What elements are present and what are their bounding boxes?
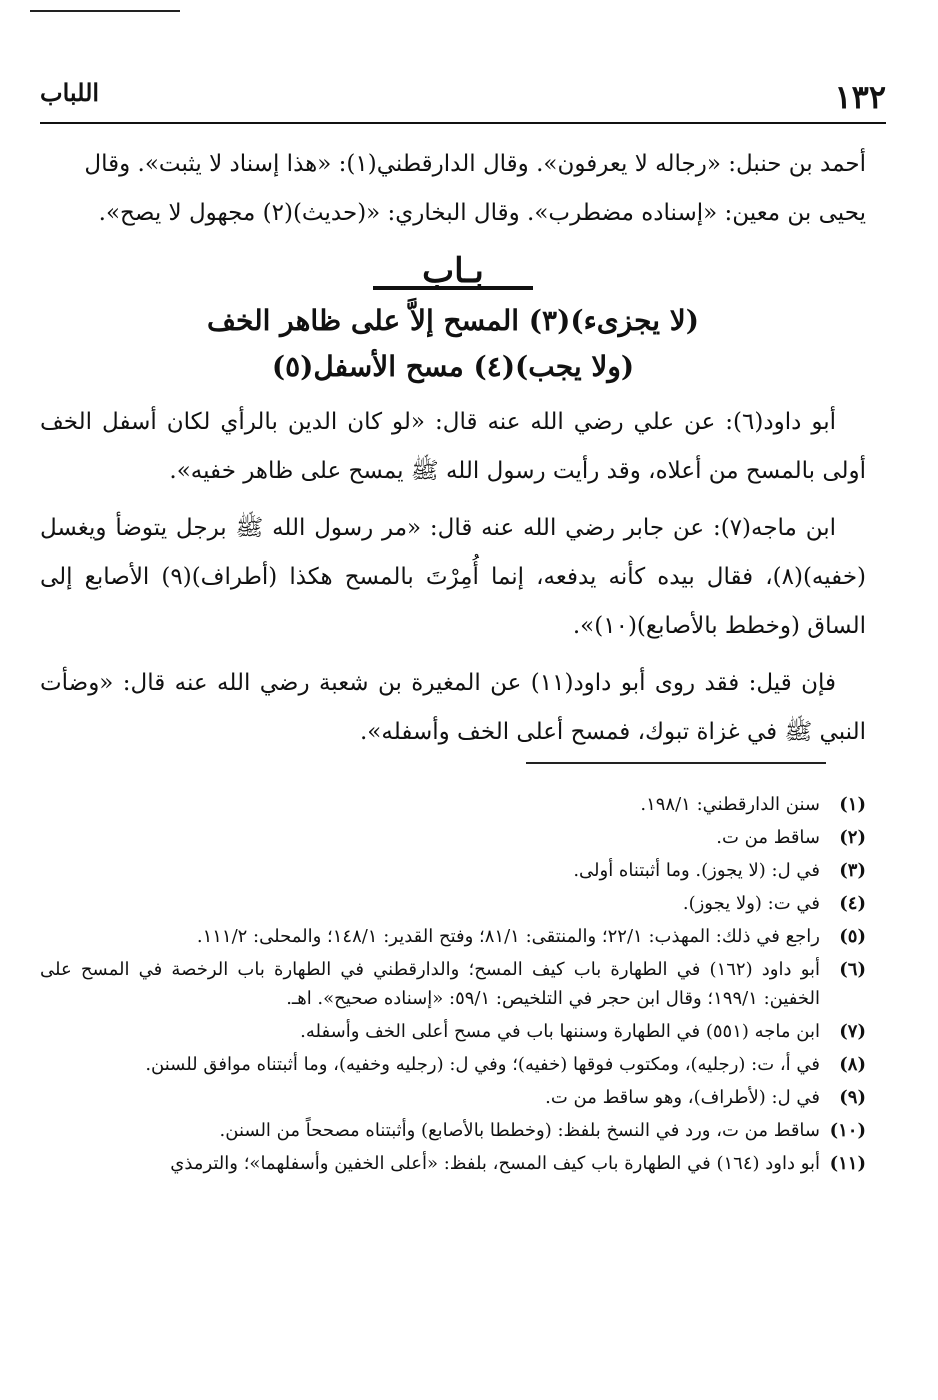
main-text — [40, 140, 866, 757]
section-heading — [40, 248, 866, 390]
intro-line-1: أحمد بن حنبل: «رجاله لا يعرفون». وقال الدارقطني(١): «هذا إسناد لا يثبت». وقال — [84, 151, 866, 177]
chapter-title-line-2: (ولا يجب)(٤) مسح الأسفل(٥) — [271, 350, 635, 383]
footnote-number: (٨) — [839, 1054, 866, 1075]
footnote-number: (٧) — [839, 1021, 866, 1042]
footnote-item — [40, 1083, 866, 1112]
running-title: اللباب — [40, 78, 100, 107]
footnote-item — [40, 955, 866, 1013]
footnote-item — [40, 1017, 866, 1046]
page-number: ١٣٢ — [834, 78, 886, 116]
footnote-text: في أ، ت: (رجليه)، ومكتوب فوقها (خفيه)؛ وفي ل: (رجليه وخفيه)، وما أثبتناه موافق للسنن. — [145, 1054, 820, 1075]
footnote-item — [40, 823, 866, 852]
chapter-label: بـاب — [422, 251, 484, 291]
footnote-number: (٣) — [839, 860, 866, 881]
footnote-item — [40, 790, 866, 819]
footnote-separator — [526, 762, 826, 764]
top-rule — [30, 10, 180, 12]
intro-line-2: يحيى بن معين: «إسناده مضطرب». وقال البخاري: «(حديث)(٢) مجهول لا يصح». — [98, 200, 866, 226]
footnote-text: أبو داود (١٦٢) في الطهارة باب كيف المسح؛ والدارقطني في الطهارة باب الرخصة في المسح على الخفين: ١٩٩/١؛ وقال ابن حجر في التلخيص: ٥٩/١: «إسناده صحيح». اهـ. — [40, 959, 821, 1009]
footnotes-list — [40, 790, 866, 1182]
book-page — [30, 0, 906, 1400]
footnote-item — [40, 922, 866, 951]
footnote-number: (١٠) — [829, 1120, 866, 1141]
footnote-text: ساقط من ت، ورد في النسخ بلفظ: (وخططا بالأصابع) وأثبتناه مصححاً من السنن. — [219, 1120, 820, 1141]
footnote-text: في ل: (لأطراف)، وهو ساقط من ت. — [545, 1087, 820, 1108]
footnote-text: سنن الدارقطني: ١٩٨/١. — [640, 794, 820, 815]
footnote-number: (٢) — [839, 827, 866, 848]
footnote-text: ساقط من ت. — [716, 827, 820, 848]
footnote-item — [40, 856, 866, 885]
footnote-text: ابن ماجه (٥٥١) في الطهارة وسننها باب في مسح أعلى الخف وأسفله. — [300, 1021, 820, 1042]
page-header — [40, 70, 886, 124]
chapter-title-line-1: (لا يجزىء)(٣) المسح إلاَّ على ظاهر الخف — [207, 304, 699, 337]
footnote-text: أبو داود (١٦٤) في الطهارة باب كيف المسح، بلفظ: «أعلى الخفين وأسفلهما»؛ والترمذي — [170, 1153, 820, 1174]
footnote-number: (٤) — [839, 893, 866, 914]
footnote-text: في ل: (لا يجوز). وما أثبتناه أولى. — [573, 860, 820, 881]
footnote-number: (٥) — [839, 926, 866, 947]
footnote-text: راجع في ذلك: المهذب: ٢٢/١؛ والمنتقى: ٨١/١؛ وفتح القدير: ١٤٨/١؛ والمحلى: ١١١/٢. — [196, 926, 820, 947]
paragraph-objection: فإن قيل: فقد روى أبو داود(١١) عن المغيرة بن شعبة رضي الله عنه قال: «وضأت النبي ﷺ في غزاة تبوك، فمسح أعلى الخف وأسفله». — [40, 670, 866, 745]
footnote-item — [40, 889, 866, 918]
footnote-number: (٦) — [839, 959, 866, 980]
footnote-text: في ت: (ولا يجوز). — [682, 893, 820, 914]
paragraph-abu-dawud: أبو داود(٦): عن علي رضي الله عنه قال: «لو كان الدين بالرأي لكان أسفل الخف أولى بالمسح من أعلاه، وقد رأيت رسول الله ﷺ يمسح على ظاهر خفيه». — [40, 409, 866, 484]
footnote-item — [40, 1116, 866, 1145]
footnote-item — [40, 1149, 866, 1178]
paragraph-ibn-majah: ابن ماجه(٧): عن جابر رضي الله عنه قال: «مر رسول الله ﷺ برجل يتوضأ ويغسل (خفيه)(٨)، فقال بيده كأنه يدفعه، إنما أُمِرْتَ بالمسح هكذا (أطراف)(٩) الأصابع إلى الساق (وخطط بالأصابع)(١٠)». — [40, 515, 867, 639]
footnote-item — [40, 1050, 866, 1079]
footnote-number: (٩) — [839, 1087, 866, 1108]
footnote-number: (١١) — [829, 1153, 866, 1174]
footnote-number: (١) — [839, 794, 866, 815]
